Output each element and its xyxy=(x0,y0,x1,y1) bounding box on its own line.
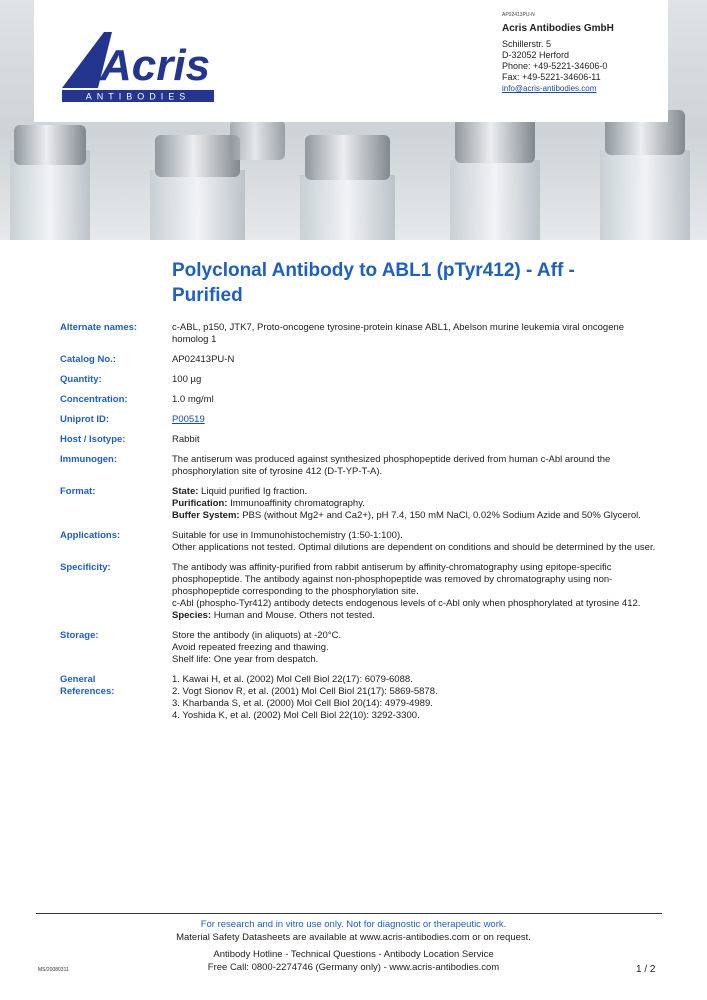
references-label-2: References: xyxy=(60,686,115,697)
label: Concentration: xyxy=(60,394,128,405)
purification-label: Purification: xyxy=(172,498,228,509)
species-label: Species: xyxy=(172,610,212,621)
applications-line1: Suitable for use in Immunohistochemistry (1:50-1:100). xyxy=(172,530,403,541)
city: D-32052 Herford xyxy=(502,50,570,60)
svg-text:ANTIBODIES: ANTIBODIES xyxy=(85,91,191,102)
label: Applications: xyxy=(60,530,121,541)
label: Host / Isotype: xyxy=(60,434,126,445)
buffer-value: PBS (without Mg2+ and Ca2+), pH 7.4, 150 mM NaCl, 0.02% Sodium Azide and 50% Glycerol. xyxy=(242,510,641,521)
reference-item: 1. Kawai H, et al. (2002) Mol Cell Biol 22(17): 6079-6088. xyxy=(172,674,413,685)
value: AP02413PU-N xyxy=(172,354,235,365)
specificity-line2: c-Abl (phospho-Tyr412) antibody detects endogenous levels of c-Abl only when phosphorylated at tyrosine 412. xyxy=(172,598,641,609)
fax: Fax: +49-5221-34606-11 xyxy=(502,72,601,82)
footer-divider xyxy=(36,913,662,914)
references-label-1: General xyxy=(60,674,96,685)
specificity-line1: The antibody was affinity-purified from rabbit antiserum by affinity-chromatography using epitope-specific phosphopeptide. The antibody against non-phosphopeptide was removed by chromatography using non-phosphopeptide corresponding to the phosphorylation site. xyxy=(172,562,613,597)
row-catalog-no xyxy=(60,354,660,366)
label: Storage: xyxy=(60,630,99,641)
state-value: Liquid purified Ig fraction. xyxy=(201,486,308,497)
row-quantity xyxy=(60,374,660,386)
label: Immunogen: xyxy=(60,454,117,465)
product-title: Polyclonal Antibody to ABL1 (pTyr412) - Aff - Purified xyxy=(172,260,575,306)
format-state xyxy=(172,486,660,498)
label: Uniprot ID: xyxy=(60,414,110,425)
header-banner xyxy=(0,0,707,240)
company-address xyxy=(502,12,672,94)
value: c-ABL, p150, JTK7, Proto-oncogene tyrosine-protein kinase ABL1, Abelson murine leukemia viral oncogene homolog 1 xyxy=(172,322,625,345)
value: The antiserum was produced against synthesized phosphopeptide derived from human c-Abl around the phosphorylation site of tyrosine 412 (D-T-YP-T-A). xyxy=(172,454,611,477)
phone: Phone: +49-5221-34606-0 xyxy=(502,61,608,71)
row-applications xyxy=(60,530,660,554)
reference-item: 4. Yoshida K, et al. (2002) Mol Cell Biol 22(10): 3292-3300. xyxy=(172,710,420,721)
row-format xyxy=(60,486,660,522)
label: Quantity: xyxy=(60,374,102,385)
storage-line1: Store the antibody (in aliquots) at -20°C. xyxy=(172,630,342,641)
row-specificity xyxy=(60,562,660,622)
storage-line3: Shelf life: One year from despatch. xyxy=(172,654,319,665)
format-buffer xyxy=(172,510,660,522)
label: Format: xyxy=(60,486,96,497)
footer-hotline: Antibody Hotline - Technical Questions - Antibody Location Service xyxy=(213,949,494,960)
row-alternate-names xyxy=(60,322,660,346)
value-wrap xyxy=(172,414,660,426)
row-uniprot xyxy=(60,414,660,426)
value xyxy=(172,486,660,522)
uniprot-link[interactable]: P00519 xyxy=(172,414,205,425)
svg-text:Acris: Acris xyxy=(100,41,211,90)
row-host xyxy=(60,434,660,446)
storage-line2: Avoid repeated freezing and thawing. xyxy=(172,642,329,653)
footer-msds-note: Material Safety Datasheets are available at www.acris-antibodies.com or on request. xyxy=(176,932,531,943)
spec-table xyxy=(60,322,660,730)
value: 100 µg xyxy=(172,374,202,385)
footer-freecall: Free Call: 0800-2274746 (Germany only) - www.acris-antibodies.com xyxy=(207,962,500,973)
state-label: State: xyxy=(172,486,199,497)
footer xyxy=(0,918,707,974)
species-value: Human and Mouse. Others not tested. xyxy=(213,610,375,621)
buffer-label: Buffer System: xyxy=(172,510,240,521)
label: Catalog No.: xyxy=(60,354,116,365)
company-name: Acris Antibodies GmbH xyxy=(502,23,614,34)
value: 1.0 mg/ml xyxy=(172,394,214,405)
footer-research-note: For research and in vitro use only. Not for diagnostic or therapeutic work. xyxy=(200,919,507,930)
reference-item: 2. Vogt Sionov R, et al. (2001) Mol Cell Biol 21(17): 5869-5878. xyxy=(172,686,438,697)
row-concentration xyxy=(60,394,660,406)
label: Alternate names: xyxy=(60,322,138,333)
row-storage xyxy=(60,630,660,666)
row-references xyxy=(60,674,660,722)
value: Rabbit xyxy=(172,434,200,445)
specificity-species xyxy=(172,610,660,622)
value xyxy=(172,630,660,666)
value xyxy=(172,674,660,722)
value xyxy=(172,562,660,622)
purification-value: Immunoaffinity chromatography. xyxy=(230,498,365,509)
reference-item: 3. Kharbanda S, et al. (2000) Mol Cell Biol 20(14): 4979-4989. xyxy=(172,698,433,709)
email-link[interactable]: info@acris-antibodies.com xyxy=(502,84,597,93)
label: Specificity: xyxy=(60,562,111,573)
acris-logo xyxy=(58,26,218,106)
street: Schillerstr. 5 xyxy=(502,39,552,49)
catalog-code-small: AP02413PU-N xyxy=(502,12,535,18)
format-purification xyxy=(172,498,660,510)
page-number: 1 / 2 xyxy=(636,964,656,975)
value xyxy=(172,530,660,554)
row-immunogen xyxy=(60,454,660,478)
label xyxy=(60,674,172,722)
applications-line2: Other applications not tested. Optimal dilutions are dependent on conditions and should be determined by the user. xyxy=(172,542,656,553)
ms-code: MS/20080311 xyxy=(38,967,69,973)
